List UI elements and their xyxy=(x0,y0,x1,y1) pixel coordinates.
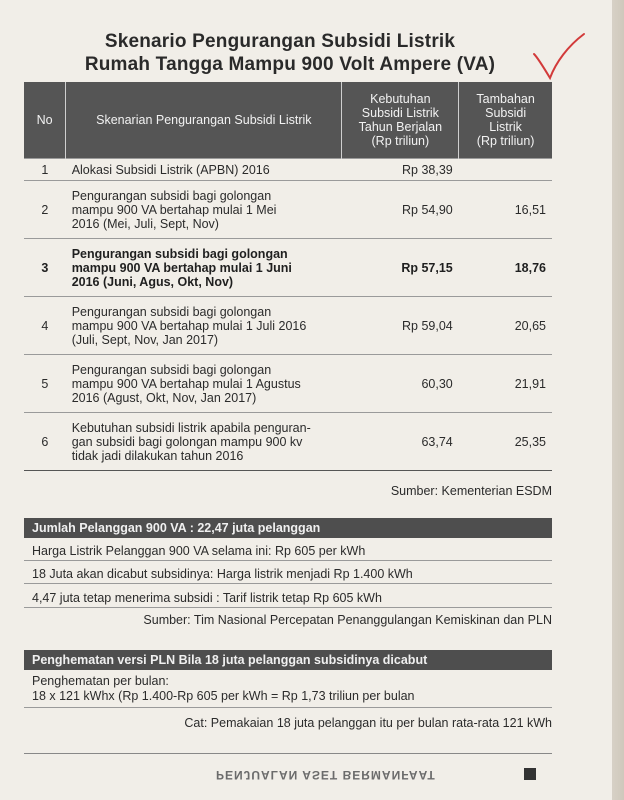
square-bullet-icon xyxy=(524,768,536,780)
header-need-line: Tahun Berjalan xyxy=(358,120,443,134)
savings-heading-bar: Penghematan versi PLN Bila 18 juta pelanggan subsidinya dicabut xyxy=(24,650,552,670)
row-no: 3 xyxy=(24,239,66,297)
bottom-divider xyxy=(24,753,552,754)
row-need: Rp 38,39 xyxy=(342,159,459,181)
title-line-2: Rumah Tangga Mampu 900 Volt Ampere (VA) xyxy=(84,54,496,75)
desc-line: mampu 900 VA bertahap mulai 1 Juni xyxy=(71,260,292,275)
savings-block xyxy=(24,674,552,708)
header-no: No xyxy=(24,82,66,159)
usage-note: Cat: Pemakaian 18 juta pelanggan itu per bulan rata-rata 121 kWh xyxy=(184,716,552,730)
desc-line: Pengurangan subsidi bagi golongan xyxy=(71,188,272,203)
savings-line: Penghematan per bulan: xyxy=(32,674,169,688)
table-row xyxy=(24,297,552,355)
customer-info-line: 18 Juta akan dicabut subsidinya: Harga listrik menjadi Rp 1.400 kWh xyxy=(24,564,552,584)
desc-line: gan subsidi bagi golongan mampu 900 kv xyxy=(71,434,303,449)
page-edge xyxy=(612,0,624,800)
header-scenario: Skenarian Pengurangan Subsidi Listrik xyxy=(66,82,342,159)
row-need: Rp 57,15 xyxy=(342,239,459,297)
table-row xyxy=(24,355,552,413)
table-row xyxy=(24,159,552,181)
desc-line: 2016 (Mei, Juli, Sept, Nov) xyxy=(71,216,219,231)
row-no: 5 xyxy=(24,355,66,413)
row-need: 63,74 xyxy=(342,413,459,471)
row-no: 4 xyxy=(24,297,66,355)
desc-line: (Juli, Sept, Nov, Jan 2017) xyxy=(71,332,219,347)
row-no: 1 xyxy=(24,159,66,181)
row-need: Rp 54,90 xyxy=(342,181,459,239)
subsidy-scenario-table xyxy=(24,82,552,471)
table-row-highlighted xyxy=(24,239,552,297)
desc-line: Pengurangan subsidi bagi golongan xyxy=(71,246,288,261)
desc-line: mampu 900 VA bertahap mulai 1 Agustus xyxy=(71,376,301,391)
row-extra: 21,91 xyxy=(459,355,552,413)
row-extra xyxy=(459,159,552,181)
row-need: Rp 59,04 xyxy=(342,297,459,355)
header-need xyxy=(342,82,459,159)
header-extra-line: Tambahan xyxy=(476,92,535,106)
row-desc xyxy=(66,355,342,413)
row-extra: 16,51 xyxy=(459,181,552,239)
row-desc xyxy=(66,413,342,471)
row-need: 60,30 xyxy=(342,355,459,413)
row-desc xyxy=(66,159,342,181)
savings-line: 18 x 121 kWhx (Rp 1.400-Rp 605 per kWh = Rp 1,73 triliun per bulan xyxy=(32,689,415,703)
desc-line: mampu 900 VA bertahap mulai 1 Juli 2016 xyxy=(71,318,307,333)
row-no: 2 xyxy=(24,181,66,239)
show-through-text: PENJUALAN ASET BERMANFAAT xyxy=(216,768,436,782)
desc-line: 2016 (Juni, Agus, Okt, Nov) xyxy=(71,274,234,289)
source-esdm: Sumber: Kementerian ESDM xyxy=(390,484,552,498)
row-extra: 18,76 xyxy=(459,239,552,297)
table-header-row xyxy=(24,82,552,159)
row-extra: 20,65 xyxy=(459,297,552,355)
header-extra-line: Listrik xyxy=(489,120,522,134)
source-tnp2k-pln: Sumber: Tim Nasional Percepatan Penanggulangan Kemiskinan dan PLN xyxy=(143,613,552,627)
desc-line: Alokasi Subsidi Listrik (APBN) 2016 xyxy=(71,162,270,177)
desc-line: tidak jadi dilakukan tahun 2016 xyxy=(71,448,244,463)
row-desc xyxy=(66,239,342,297)
header-need-line: Subsidi Listrik xyxy=(361,106,439,120)
header-need-line: Kebutuhan xyxy=(370,92,431,106)
title-line-1: Skenario Pengurangan Subsidi Listrik xyxy=(104,31,456,52)
header-extra-line: Subsidi xyxy=(485,106,527,120)
handwritten-check-mark-icon xyxy=(530,32,586,82)
row-no: 6 xyxy=(24,413,66,471)
row-extra: 25,35 xyxy=(459,413,552,471)
header-extra xyxy=(459,82,552,159)
header-extra-line: (Rp triliun) xyxy=(476,134,535,148)
desc-line: 2016 (Agust, Okt, Nov, Jan 2017) xyxy=(71,390,257,405)
customer-info-line: 4,47 juta tetap menerima subsidi : Tarif listrik tetap Rp 605 kWh xyxy=(24,588,552,608)
customers-heading-bar: Jumlah Pelanggan 900 VA : 22,47 juta pelanggan xyxy=(24,518,552,538)
desc-line: mampu 900 VA bertahap mulai 1 Mei xyxy=(71,202,277,217)
desc-line: Kebutuhan subsidi listrik apabila penguran- xyxy=(71,420,311,435)
header-need-line: (Rp triliun) xyxy=(371,134,430,148)
row-desc xyxy=(66,297,342,355)
customer-info-line: Harga Listrik Pelanggan 900 VA selama ini: Rp 605 per kWh xyxy=(24,541,552,561)
row-desc xyxy=(66,181,342,239)
desc-line: Pengurangan subsidi bagi golongan xyxy=(71,304,272,319)
table-row xyxy=(24,181,552,239)
table-row xyxy=(24,413,552,471)
desc-line: Pengurangan subsidi bagi golongan xyxy=(71,362,272,377)
